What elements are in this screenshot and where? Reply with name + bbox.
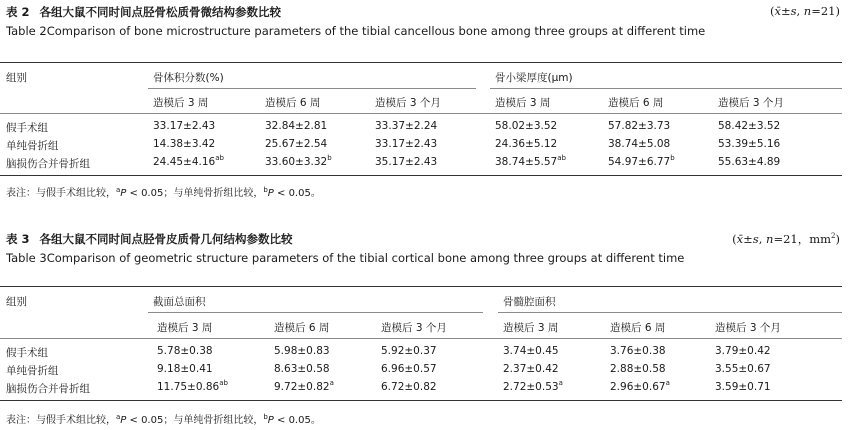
stat-mean-symbol: x̄ xyxy=(736,232,744,246)
table-cell: 5.98±0.83 xyxy=(274,345,330,357)
table-cell: 38.74±5.08 xyxy=(608,138,671,150)
stat-pm: ± xyxy=(780,4,791,18)
table-2-col-group-2: 骨小梁厚度(μm) xyxy=(495,72,573,84)
stat-n-value: =21 xyxy=(811,4,836,18)
table-3-group-rule-2 xyxy=(498,312,842,313)
table-3-label: 表 3 xyxy=(6,232,30,246)
stat-pm: ± xyxy=(743,232,753,246)
table-3-title-cn: 各组大鼠不同时间点胫骨皮质骨几何结构参数比较 xyxy=(39,232,293,246)
table-cell: 2.37±0.42 xyxy=(503,363,559,375)
stat-sep: , xyxy=(796,4,804,18)
table-cell: 24.45±4.16$^{ab}$ xyxy=(153,154,224,168)
table-cell: 3.79±0.42 xyxy=(715,345,771,357)
table-cell: 6.96±0.57 xyxy=(381,363,437,375)
row-group: 假手术组 xyxy=(6,347,48,359)
table-2-note: 表注：与假手术组比较，$^a$P < 0.05；与单纯骨折组比较，$^b$P < 0.05。 xyxy=(6,186,321,199)
table-cell: 3.59±0.71 xyxy=(715,381,771,393)
table-3-sub-col-4: 造模后 3 周 xyxy=(503,322,559,334)
table-3-stat-note: (x̄±s, n=21，$mm^2$) xyxy=(732,232,840,246)
table-3-sub-col-3: 造模后 3 个月 xyxy=(381,322,447,334)
table-cell: 33.60±3.32$^b$ xyxy=(265,154,332,168)
stat-sd-symbol: s xyxy=(790,4,797,18)
table-cell: 2.96±0.67$^a$ xyxy=(610,379,670,393)
row-group: 脑损伤合并骨折组 xyxy=(6,158,90,170)
table-3-title-en: Comparison of geometric structure parameters of the tibial cortical bone among three groups at different time xyxy=(46,251,685,265)
stat-unit-sup: 2 xyxy=(831,232,836,240)
table-cell: 6.72±0.82 xyxy=(381,381,437,393)
table-3-top-rule xyxy=(0,286,842,287)
table-3-sub-col-5: 造模后 6 周 xyxy=(610,322,666,334)
stat-n-symbol: n xyxy=(766,232,774,246)
table-cell: 35.17±2.43 xyxy=(375,156,438,168)
table-cell: 54.97±6.77$^b$ xyxy=(608,154,675,168)
table-2-label: 表 2 xyxy=(6,5,30,19)
table-2-sub-col-2: 造模后 6 周 xyxy=(265,97,321,109)
stat-mean-symbol: x̄ xyxy=(774,4,781,18)
table-cell: 14.38±3.42 xyxy=(153,138,216,150)
table-cell: 55.63±4.89 xyxy=(718,156,781,168)
stat-n-symbol: n xyxy=(803,4,812,18)
table-cell: 9.72±0.82$^a$ xyxy=(274,379,334,393)
table-cell: 9.18±0.41 xyxy=(157,363,213,375)
table-3-col-group-1: 截面总面积 xyxy=(153,296,206,308)
table-2-sub-col-3: 造模后 3 个月 xyxy=(375,97,441,109)
table-cell: 2.88±0.58 xyxy=(610,363,666,375)
table-cell: 2.72±0.53$^a$ xyxy=(503,379,563,393)
table-2-sub-col-1: 造模后 3 周 xyxy=(153,97,209,109)
table-3-note: 表注：与假手术组比较，$^a$P < 0.05；与单纯骨折组比较，$^b$P < 0.05。 xyxy=(6,413,321,426)
table-cell: 58.42±3.52 xyxy=(718,120,781,132)
table-cell: 33.37±2.24 xyxy=(375,120,438,132)
table-2-col-group-1: 骨体积分数(%) xyxy=(153,72,224,84)
table-cell: 57.82±3.73 xyxy=(608,120,671,132)
table-2-sub-col-6: 造模后 3 个月 xyxy=(718,97,784,109)
stat-close: ) xyxy=(835,232,840,246)
table-cell: 32.84±2.81 xyxy=(265,120,328,132)
table-cell: 3.76±0.38 xyxy=(610,345,666,357)
table-3-bottom-rule xyxy=(0,400,842,401)
stat-sep: , xyxy=(758,232,767,246)
table-3-caption-en xyxy=(6,251,684,265)
table-2-stat-note: (x̄±s, n=21) xyxy=(769,4,840,18)
table-2-sub-col-5: 造模后 6 周 xyxy=(608,97,664,109)
table-3-caption-cn xyxy=(6,231,293,247)
row-group: 单纯骨折组 xyxy=(6,140,59,152)
table-cell: 24.36±5.12 xyxy=(495,138,558,150)
table-cell: 3.55±0.67 xyxy=(715,363,771,375)
table-2-title-en: Comparison of bone microstructure parameters of the tibial cancellous bone among three groups at different time xyxy=(46,24,706,38)
stat-sd-symbol: s xyxy=(752,232,759,246)
table-2-title-cn: 各组大鼠不同时间点胫骨松质骨微结构参数比较 xyxy=(39,5,282,19)
row-group: 脑损伤合并骨折组 xyxy=(6,383,90,395)
table-2-row-header: 组别 xyxy=(6,72,27,84)
table-cell: 38.74±5.57$^{ab}$ xyxy=(495,154,566,168)
row-group: 假手术组 xyxy=(6,122,48,134)
table-3-col-group-2: 骨髓腔面积 xyxy=(503,296,556,308)
table-3-row-header: 组别 xyxy=(6,296,27,308)
table-cell: 5.78±0.38 xyxy=(157,345,213,357)
table-cell: 53.39±5.16 xyxy=(718,138,781,150)
table-cell: 58.02±3.52 xyxy=(495,120,558,132)
table-2-sub-col-4: 造模后 3 周 xyxy=(495,97,551,109)
table-3-sub-col-2: 造模后 6 周 xyxy=(274,322,330,334)
table-cell: 33.17±2.43 xyxy=(375,138,438,150)
table-3-sub-col-1: 造模后 3 周 xyxy=(157,322,213,334)
table-2-label-en: Table 2 xyxy=(6,24,47,38)
table-3-group-rule-1 xyxy=(148,312,483,313)
table-cell: 3.74±0.45 xyxy=(503,345,559,357)
table-3-header-rule xyxy=(0,338,842,339)
table-cell: 11.75±0.86$^{ab}$ xyxy=(157,379,228,393)
row-group: 单纯骨折组 xyxy=(6,365,59,377)
table-3-label-en: Table 3 xyxy=(6,251,47,265)
stat-n-value: =21，mm xyxy=(773,232,832,246)
table-cell: 8.63±0.58 xyxy=(274,363,330,375)
table-cell: 25.67±2.54 xyxy=(265,138,328,150)
table-cell: 33.17±2.43 xyxy=(153,120,216,132)
table-3-sub-col-6: 造模后 3 个月 xyxy=(715,322,781,334)
table-cell: 5.92±0.37 xyxy=(381,345,437,357)
